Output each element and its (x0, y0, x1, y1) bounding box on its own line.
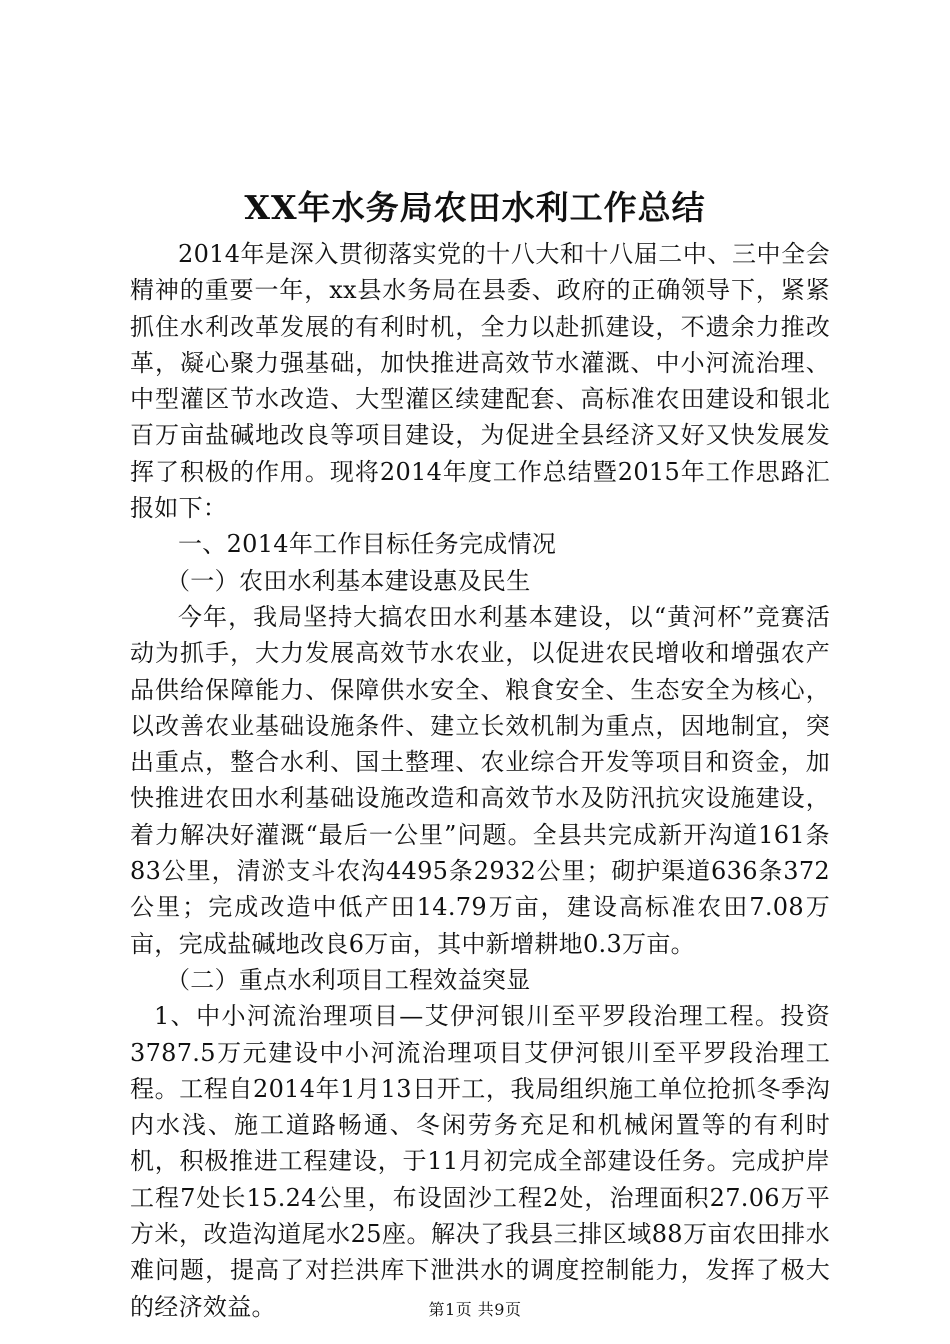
intro-paragraph: 2014年是深入贯彻落实党的十八大和十八届二中、三中全会精神的重要一年，xx县水务局在县委、政府的正确领导下，紧紧抓住水利改革发展的有利时机，全力以赴抓建设，不遗余力推改革，凝心聚力强基础，加快推进高效节水灌溉、中小河流治理、中型灌区节水改造、大型灌区续建配套、高标准农田建设和银北百万亩盐碱地改良等项目建设，为促进全县经济又好又快发展发挥了积极的作用。现将2014年度工作总结暨2015年工作思路汇报如下： (130, 240, 830, 523)
document-body (130, 236, 830, 1325)
page-footer: 第1页 共9页 (428, 1300, 522, 1319)
body-paragraph: 1、中小河流治理项目—艾伊河银川至平罗段治理工程。投资3787.5万元建设中小河流治理项目艾伊河银川至平罗段治理工程。工程自2014年1月13日开工，我局组织施工单位抢抓冬季沟内水浅、施工道路畅通、冬闲劳务充足和机械闲置等的有利时机，积极推进工程建设，于11月初完成全部建设任务。完成护岸工程7处长15.24公里，布设固沙工程2处，治理面积27.06万平方米，改造沟道尾水25座。解决了我县三排区域88万亩农田排水难问题，提高了对拦洪库下泄洪水的调度控制能力，发挥了极大的经济效益。 (130, 1002, 830, 1321)
section-heading: 一、2014年工作目标任务完成情况 (178, 530, 557, 559)
subsection-heading: （二）重点水利项目工程效益突显 (166, 965, 531, 994)
body-paragraph: 今年，我局坚持大搞农田水利基本建设，以“黄河杯”竞赛活动为抓手，大力发展高效节水农业，以促进农民增收和增强农产品供给保障能力、保障供水安全、粮食安全、生态安全为核心，以改善农业基础设施条件、建立长效机制为重点，因地制宜，突出重点，整合水利、国土整理、农业综合开发等项目和资金，加快推进农田水利基础设施改造和高效节水及防汛抗灾设施建设，着力解决好灌溉“最后一公里”问题。全县共完成新开沟道161条83公里，清淤支斗农沟4495条2932公里；砌护渠道636条372公里；完成改造中低产田14.79万亩，建设高标准农田7.08万亩，完成盐碱地改良6万亩，其中新增耕地0.3万亩。 (130, 602, 830, 958)
subsection-heading: （一）农田水利基本建设惠及民生 (166, 566, 531, 595)
document-title: XX年水务局农田水利工作总结 (244, 188, 706, 227)
